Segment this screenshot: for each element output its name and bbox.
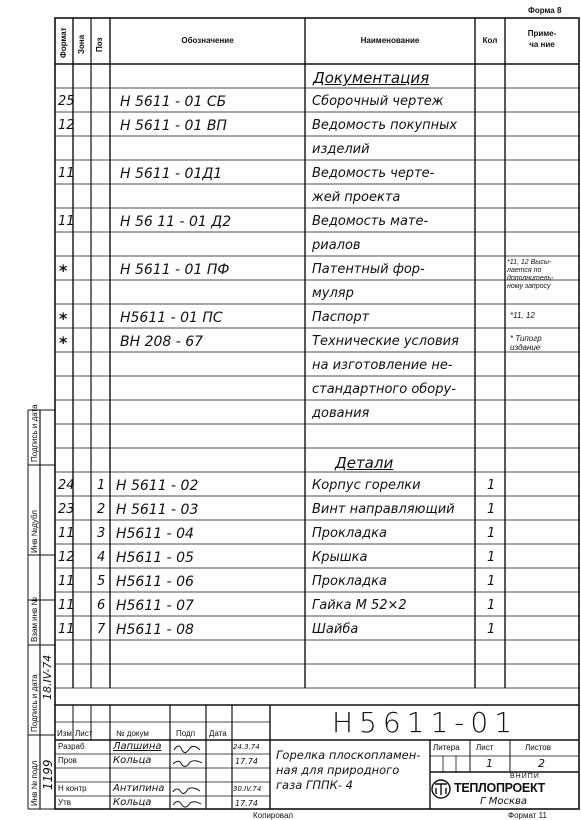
detail-format: 11: [58, 598, 75, 613]
detail-name: Крышка: [312, 550, 368, 565]
detail-designation: Н 5611 - 02: [116, 478, 199, 494]
doc-format: *: [59, 333, 68, 352]
doc-name: Технические условия: [312, 334, 459, 349]
role-label: Утв: [58, 798, 71, 807]
role-label: Н контр: [58, 784, 87, 793]
doc-name: Патентный фор-: [312, 262, 425, 277]
doc-name: Паспорт: [312, 310, 370, 325]
detail-qty: 1: [487, 502, 496, 517]
doc-name: Сборочный чертеж: [312, 94, 444, 109]
detail-qty: 1: [487, 550, 496, 565]
detail-designation: Н5611 - 05: [116, 550, 194, 566]
side-label-sign-date: Подпись и дата: [30, 674, 39, 732]
side-label-sign-date: Подпись и дата: [30, 404, 39, 462]
detail-name: Прокладка: [312, 526, 387, 541]
detail-format: 12: [58, 550, 75, 565]
role-date: 30.IV.74: [233, 785, 262, 793]
header-qty: Кол: [482, 36, 498, 45]
org-city: Г Москва: [480, 796, 528, 807]
doc-name: Ведомость покупных: [312, 118, 458, 133]
product-title: Горелка плоскопламен- ная для природного газа ГППК- 4: [276, 748, 421, 792]
detail-designation: Н5611 - 08: [116, 622, 194, 638]
header-designation: Обозначение: [181, 36, 234, 45]
detail-pos: 7: [97, 622, 106, 637]
detail-pos: 2: [97, 502, 106, 517]
doc-name: Ведомость черте-: [312, 166, 435, 181]
detail-name: Корпус горелки: [312, 478, 421, 493]
col-izm: Изм: [57, 729, 72, 738]
detail-name: Прокладка: [312, 574, 387, 589]
header-format: Формат: [59, 27, 68, 58]
header-pos: Поз: [95, 37, 104, 52]
doc-designation: Н 5611 - 01Д1: [120, 166, 223, 182]
detail-format: 23: [58, 502, 75, 517]
teploproekt-logo-icon: [432, 780, 450, 798]
side-label-inv-dubl: Инв №дубл: [30, 510, 39, 553]
header-zone: Зона: [77, 34, 86, 54]
role-date: 17.74: [235, 757, 258, 766]
detail-designation: Н 5611 - 03: [116, 502, 199, 518]
org-name: ТЕПЛОПРОЕКТ: [454, 781, 545, 795]
col-list: Лист: [75, 729, 93, 738]
role-name: Антипина: [113, 783, 165, 794]
detail-qty: 1: [487, 478, 496, 493]
col-podp: Подп: [176, 729, 196, 738]
detail-qty: 1: [487, 598, 496, 613]
doc-name-cont: дования: [312, 406, 370, 421]
doc-name-cont: жей проекта: [312, 190, 401, 205]
doc-designation: Н5611 - 01 ПС: [120, 310, 223, 326]
detail-pos: 4: [97, 550, 106, 565]
role-date: 17.74: [235, 799, 258, 808]
detail-format: 24: [58, 478, 75, 493]
header-name: Наименование: [360, 36, 420, 45]
detail-designation: Н5611 - 07: [116, 598, 194, 614]
detail-pos: 3: [97, 526, 106, 541]
doc-note: * Типогр издание: [510, 334, 542, 352]
detail-name: Гайка М 52×2: [312, 598, 407, 613]
doc-format: 11: [58, 166, 75, 181]
detail-designation: Н5611 - 06: [116, 574, 194, 590]
section-details: Детали: [335, 454, 394, 472]
doc-format: 11: [58, 214, 75, 229]
doc-designation: Н 5611 - 01 СБ: [120, 94, 227, 110]
detail-format: 11: [58, 622, 75, 637]
detail-designation: Н5611 - 04: [116, 526, 194, 542]
role-name: Кольца: [113, 755, 152, 766]
doc-designation: Н 5611 - 01 ВП: [120, 118, 227, 134]
footer-copied: Копировал: [253, 811, 294, 820]
doc-designation: Н 56 11 - 01 Д2: [120, 214, 232, 230]
col-data: Дата: [209, 729, 227, 738]
doc-number: Н5611-01: [331, 706, 519, 739]
doc-name-cont: изделий: [312, 142, 370, 157]
footer-format: Формат 11: [508, 811, 547, 820]
list-value: 1: [486, 757, 493, 770]
detail-name: Винт направляющий: [312, 502, 455, 517]
detail-format: 11: [58, 526, 75, 541]
doc-name-cont: стандартного обору-: [312, 382, 456, 397]
doc-designation: ВН 208 - 67: [120, 334, 204, 350]
section-documentation: Документация: [313, 69, 430, 87]
role-date: 24.3.74: [233, 743, 260, 751]
listov-label: Листов: [525, 743, 551, 752]
side-label-inv-podl: Инв № подл: [30, 760, 39, 806]
detail-pos: 1: [97, 478, 106, 493]
litera-label: Литера: [433, 743, 460, 752]
doc-format: *: [59, 309, 68, 328]
org-small: ВНИПИ: [510, 773, 540, 780]
col-ndoc: № докум: [116, 729, 149, 738]
side-label-vzam-inv: Взам инв №: [30, 596, 39, 642]
list-label: Лист: [476, 743, 494, 752]
detail-name: Шайба: [312, 622, 359, 637]
role-label: Разраб: [58, 742, 85, 751]
detail-qty: 1: [487, 574, 496, 589]
detail-qty: 1: [487, 526, 496, 541]
doc-name-cont: муляр: [312, 286, 354, 301]
doc-format: 12: [58, 118, 75, 133]
side-date-handwritten: 18.IV-74: [41, 654, 54, 700]
detail-format: 11: [58, 574, 75, 589]
form-label: Форма 8: [528, 6, 562, 15]
doc-name-cont: на изготовление не-: [312, 358, 453, 373]
header-note: Приме- ча ние: [527, 29, 557, 49]
detail-pos: 6: [97, 598, 106, 613]
detail-pos: 5: [97, 574, 106, 589]
doc-name-cont: риалов: [312, 238, 361, 253]
role-label: Пров: [58, 756, 77, 765]
side-inv-handwritten: 1199: [41, 759, 55, 790]
role-name: Лапшина: [113, 741, 162, 752]
doc-note: *11, 12: [510, 311, 535, 320]
doc-designation: Н 5611 - 01 ПФ: [120, 262, 230, 278]
listov-value: 2: [538, 757, 545, 770]
signatures: [170, 740, 206, 809]
doc-format: 25: [58, 94, 75, 109]
doc-name: Ведомость мате-: [312, 214, 429, 229]
detail-qty: 1: [487, 622, 496, 637]
doc-note: *11, 12 Высы- лается по дополнитель- ному запросу: [507, 259, 554, 290]
doc-format: *: [59, 261, 68, 280]
role-name: Кольца: [113, 797, 152, 808]
